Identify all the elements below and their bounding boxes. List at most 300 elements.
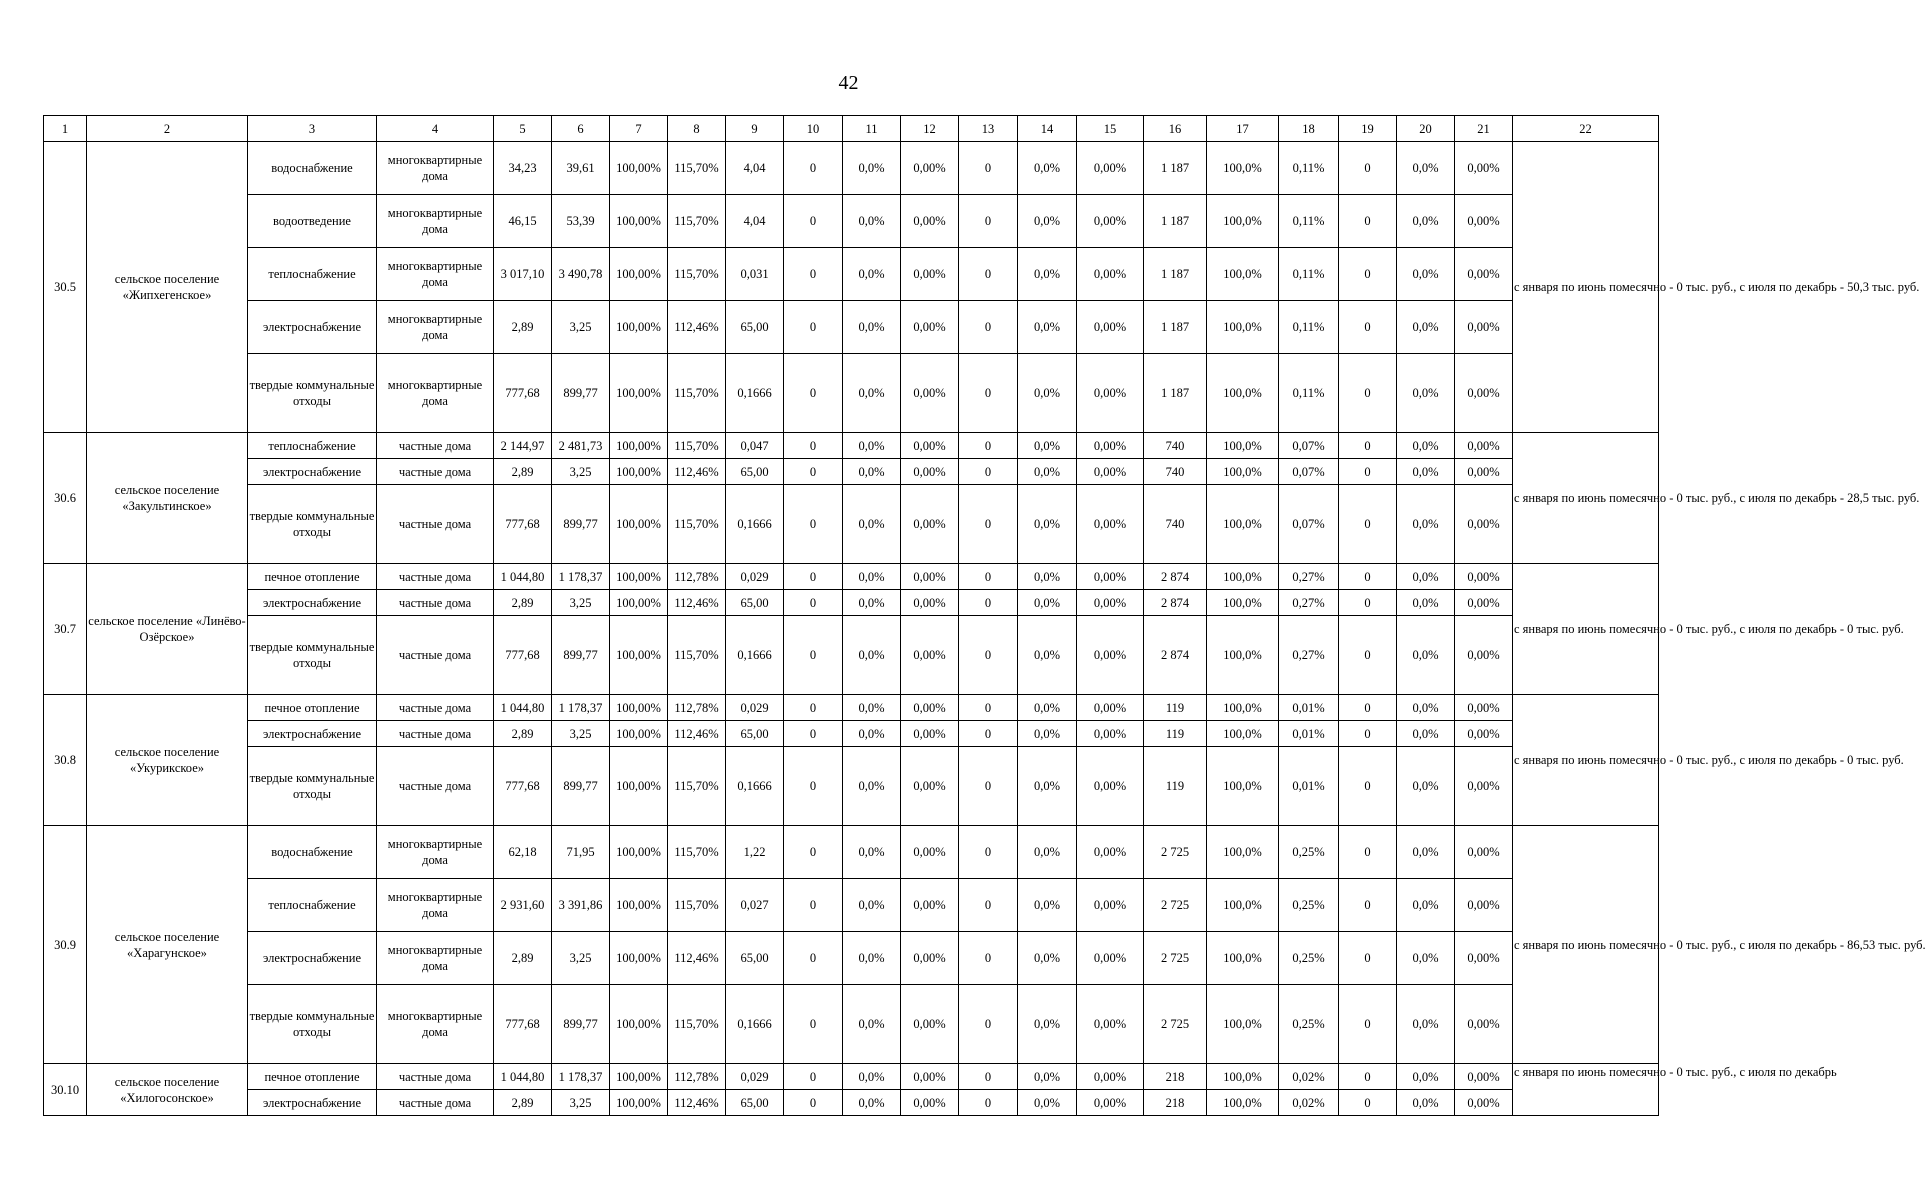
cell-col-6: 71,95: [552, 826, 610, 879]
cell-col-11: 0,0%: [843, 433, 901, 459]
cell-col-13: 0: [959, 826, 1018, 879]
cell-col-5: 777,68: [494, 616, 552, 695]
cell-col-10: 0: [784, 826, 843, 879]
cell-col-7: 100,00%: [610, 932, 668, 985]
cell-col-15: 0,00%: [1077, 433, 1144, 459]
cell-col-6: 3,25: [552, 590, 610, 616]
cell-col-8: 115,70%: [668, 195, 726, 248]
service-type: водоотведение: [248, 195, 377, 248]
cell-col-12: 0,00%: [901, 695, 959, 721]
cell-col-8: 112,46%: [668, 590, 726, 616]
payment-note: с января по июнь помесячно - 0 тыс. руб., с июля по декабрь - 0 тыс. руб.: [1513, 695, 1659, 826]
cell-col-14: 0,0%: [1018, 721, 1077, 747]
cell-col-10: 0: [784, 564, 843, 590]
cell-col-10: 0: [784, 1090, 843, 1116]
table-row: [44, 826, 1659, 879]
cell-col-18: 0,01%: [1279, 747, 1339, 826]
cell-col-9: 0,029: [726, 564, 784, 590]
cell-col-19: 0: [1339, 590, 1397, 616]
cell-col-19: 0: [1339, 301, 1397, 354]
cell-col-18: 0,11%: [1279, 195, 1339, 248]
cell-col-11: 0,0%: [843, 354, 901, 433]
cell-col-17: 100,0%: [1207, 826, 1279, 879]
cell-col-8: 112,46%: [668, 459, 726, 485]
cell-col-20: 0,0%: [1397, 1064, 1455, 1090]
table-row: [44, 485, 1659, 564]
cell-col-17: 100,0%: [1207, 721, 1279, 747]
cell-col-8: 115,70%: [668, 616, 726, 695]
cell-col-21: 0,00%: [1455, 1090, 1513, 1116]
cell-col-10: 0: [784, 142, 843, 195]
table-row: [44, 879, 1659, 932]
cell-col-5: 2,89: [494, 932, 552, 985]
cell-col-6: 1 178,37: [552, 1064, 610, 1090]
cell-col-10: 0: [784, 721, 843, 747]
cell-col-21: 0,00%: [1455, 932, 1513, 985]
column-header-11: 11: [843, 116, 901, 142]
cell-col-16: 2 874: [1144, 564, 1207, 590]
table-row: [44, 354, 1659, 433]
cell-col-9: 0,047: [726, 433, 784, 459]
column-header-6: 6: [552, 116, 610, 142]
column-header-16: 16: [1144, 116, 1207, 142]
table-row: [44, 459, 1659, 485]
cell-col-8: 112,46%: [668, 932, 726, 985]
service-type: электроснабжение: [248, 721, 377, 747]
cell-col-5: 777,68: [494, 985, 552, 1064]
cell-col-14: 0,0%: [1018, 747, 1077, 826]
cell-col-16: 1 187: [1144, 142, 1207, 195]
cell-col-13: 0: [959, 485, 1018, 564]
payment-note: с января по июнь помесячно - 0 тыс. руб., с июля по декабрь - 50,3 тыс. руб.: [1513, 142, 1659, 433]
cell-col-7: 100,00%: [610, 195, 668, 248]
cell-col-6: 3,25: [552, 1090, 610, 1116]
cell-col-21: 0,00%: [1455, 616, 1513, 695]
cell-col-15: 0,00%: [1077, 1090, 1144, 1116]
cell-col-6: 3 490,78: [552, 248, 610, 301]
cell-col-20: 0,0%: [1397, 142, 1455, 195]
cell-col-18: 0,25%: [1279, 985, 1339, 1064]
cell-col-5: 2,89: [494, 1090, 552, 1116]
cell-col-7: 100,00%: [610, 721, 668, 747]
cell-col-16: 740: [1144, 485, 1207, 564]
cell-col-20: 0,0%: [1397, 616, 1455, 695]
cell-col-12: 0,00%: [901, 879, 959, 932]
cell-col-13: 0: [959, 433, 1018, 459]
housing-type: частные дома: [377, 721, 494, 747]
settlement-name: сельское поселение «Закультинское»: [87, 433, 248, 564]
cell-col-5: 2 144,97: [494, 433, 552, 459]
cell-col-9: 65,00: [726, 932, 784, 985]
cell-col-10: 0: [784, 879, 843, 932]
table-row: [44, 932, 1659, 985]
cell-col-17: 100,0%: [1207, 590, 1279, 616]
cell-col-9: 0,029: [726, 695, 784, 721]
service-type: твердые коммунальные отходы: [248, 485, 377, 564]
cell-col-21: 0,00%: [1455, 747, 1513, 826]
cell-col-18: 0,02%: [1279, 1064, 1339, 1090]
cell-col-20: 0,0%: [1397, 1090, 1455, 1116]
row-number: 30.10: [44, 1064, 87, 1116]
cell-col-5: 777,68: [494, 485, 552, 564]
cell-col-9: 0,1666: [726, 485, 784, 564]
cell-col-16: 119: [1144, 695, 1207, 721]
cell-col-19: 0: [1339, 747, 1397, 826]
cell-col-7: 100,00%: [610, 616, 668, 695]
cell-col-6: 899,77: [552, 354, 610, 433]
cell-col-15: 0,00%: [1077, 301, 1144, 354]
cell-col-17: 100,0%: [1207, 433, 1279, 459]
cell-col-9: 65,00: [726, 459, 784, 485]
cell-col-10: 0: [784, 932, 843, 985]
cell-col-8: 115,70%: [668, 985, 726, 1064]
service-type: электроснабжение: [248, 932, 377, 985]
row-number: 30.6: [44, 433, 87, 564]
row-number: 30.5: [44, 142, 87, 433]
service-type: печное отопление: [248, 695, 377, 721]
payment-note: с января по июнь помесячно - 0 тыс. руб., с июля по декабрь - 28,5 тыс. руб.: [1513, 433, 1659, 564]
cell-col-19: 0: [1339, 459, 1397, 485]
cell-col-20: 0,0%: [1397, 985, 1455, 1064]
cell-col-8: 112,46%: [668, 301, 726, 354]
cell-col-16: 2 725: [1144, 932, 1207, 985]
cell-col-12: 0,00%: [901, 301, 959, 354]
cell-col-18: 0,11%: [1279, 301, 1339, 354]
cell-col-7: 100,00%: [610, 564, 668, 590]
cell-col-15: 0,00%: [1077, 590, 1144, 616]
cell-col-20: 0,0%: [1397, 590, 1455, 616]
cell-col-7: 100,00%: [610, 248, 668, 301]
cell-col-12: 0,00%: [901, 142, 959, 195]
table-row: [44, 433, 1659, 459]
cell-col-18: 0,27%: [1279, 616, 1339, 695]
cell-col-15: 0,00%: [1077, 616, 1144, 695]
cell-col-8: 115,70%: [668, 485, 726, 564]
housing-type: частные дома: [377, 590, 494, 616]
cell-col-20: 0,0%: [1397, 301, 1455, 354]
cell-col-21: 0,00%: [1455, 826, 1513, 879]
column-header-13: 13: [959, 116, 1018, 142]
cell-col-13: 0: [959, 695, 1018, 721]
cell-col-21: 0,00%: [1455, 695, 1513, 721]
cell-col-17: 100,0%: [1207, 985, 1279, 1064]
row-number: 30.7: [44, 564, 87, 695]
column-header-5: 5: [494, 116, 552, 142]
cell-col-14: 0,0%: [1018, 879, 1077, 932]
cell-col-16: 119: [1144, 747, 1207, 826]
housing-type: многоквартирные дома: [377, 985, 494, 1064]
cell-col-13: 0: [959, 932, 1018, 985]
column-header-4: 4: [377, 116, 494, 142]
cell-col-21: 0,00%: [1455, 590, 1513, 616]
cell-col-17: 100,0%: [1207, 1090, 1279, 1116]
column-header-9: 9: [726, 116, 784, 142]
column-header-17: 17: [1207, 116, 1279, 142]
settlement-name: сельское поселение «Линёво-Озёрское»: [87, 564, 248, 695]
cell-col-11: 0,0%: [843, 616, 901, 695]
cell-col-10: 0: [784, 301, 843, 354]
housing-type: частные дома: [377, 564, 494, 590]
cell-col-16: 2 725: [1144, 826, 1207, 879]
cell-col-9: 65,00: [726, 590, 784, 616]
cell-col-15: 0,00%: [1077, 695, 1144, 721]
cell-col-16: 1 187: [1144, 354, 1207, 433]
table-row: [44, 301, 1659, 354]
housing-type: частные дома: [377, 459, 494, 485]
cell-col-13: 0: [959, 195, 1018, 248]
cell-col-9: 65,00: [726, 721, 784, 747]
cell-col-12: 0,00%: [901, 1090, 959, 1116]
cell-col-9: 65,00: [726, 1090, 784, 1116]
service-type: электроснабжение: [248, 459, 377, 485]
cell-col-16: 218: [1144, 1090, 1207, 1116]
cell-col-13: 0: [959, 747, 1018, 826]
cell-col-18: 0,25%: [1279, 932, 1339, 985]
cell-col-11: 0,0%: [843, 248, 901, 301]
cell-col-18: 0,02%: [1279, 1090, 1339, 1116]
cell-col-8: 115,70%: [668, 248, 726, 301]
cell-col-17: 100,0%: [1207, 879, 1279, 932]
cell-col-12: 0,00%: [901, 721, 959, 747]
cell-col-17: 100,0%: [1207, 459, 1279, 485]
cell-col-5: 2,89: [494, 301, 552, 354]
service-type: электроснабжение: [248, 590, 377, 616]
cell-col-11: 0,0%: [843, 747, 901, 826]
cell-col-11: 0,0%: [843, 564, 901, 590]
service-type: теплоснабжение: [248, 248, 377, 301]
cell-col-5: 2,89: [494, 459, 552, 485]
cell-col-20: 0,0%: [1397, 433, 1455, 459]
service-type: водоснабжение: [248, 142, 377, 195]
cell-col-15: 0,00%: [1077, 721, 1144, 747]
cell-col-9: 0,1666: [726, 985, 784, 1064]
housing-type: многоквартирные дома: [377, 301, 494, 354]
cell-col-8: 112,78%: [668, 564, 726, 590]
cell-col-17: 100,0%: [1207, 616, 1279, 695]
cell-col-14: 0,0%: [1018, 195, 1077, 248]
cell-col-12: 0,00%: [901, 985, 959, 1064]
housing-type: частные дома: [377, 1064, 494, 1090]
cell-col-8: 112,46%: [668, 1090, 726, 1116]
cell-col-5: 2,89: [494, 590, 552, 616]
cell-col-20: 0,0%: [1397, 485, 1455, 564]
cell-col-21: 0,00%: [1455, 354, 1513, 433]
cell-col-7: 100,00%: [610, 879, 668, 932]
cell-col-5: 62,18: [494, 826, 552, 879]
cell-col-9: 0,1666: [726, 616, 784, 695]
service-type: электроснабжение: [248, 1090, 377, 1116]
cell-col-18: 0,25%: [1279, 879, 1339, 932]
cell-col-9: 0,1666: [726, 354, 784, 433]
cell-col-6: 39,61: [552, 142, 610, 195]
cell-col-6: 3,25: [552, 721, 610, 747]
cell-col-6: 3,25: [552, 932, 610, 985]
cell-col-11: 0,0%: [843, 590, 901, 616]
cell-col-14: 0,0%: [1018, 616, 1077, 695]
cell-col-12: 0,00%: [901, 747, 959, 826]
cell-col-16: 2 874: [1144, 616, 1207, 695]
cell-col-20: 0,0%: [1397, 354, 1455, 433]
cell-col-11: 0,0%: [843, 1090, 901, 1116]
cell-col-6: 3,25: [552, 459, 610, 485]
cell-col-13: 0: [959, 459, 1018, 485]
cell-col-8: 112,46%: [668, 721, 726, 747]
cell-col-12: 0,00%: [901, 1064, 959, 1090]
cell-col-11: 0,0%: [843, 142, 901, 195]
cell-col-18: 0,07%: [1279, 433, 1339, 459]
cell-col-12: 0,00%: [901, 616, 959, 695]
cell-col-14: 0,0%: [1018, 932, 1077, 985]
cell-col-11: 0,0%: [843, 459, 901, 485]
cell-col-19: 0: [1339, 616, 1397, 695]
cell-col-17: 100,0%: [1207, 1064, 1279, 1090]
cell-col-7: 100,00%: [610, 590, 668, 616]
column-header-14: 14: [1018, 116, 1077, 142]
service-type: теплоснабжение: [248, 433, 377, 459]
housing-type: многоквартирные дома: [377, 195, 494, 248]
cell-col-11: 0,0%: [843, 195, 901, 248]
cell-col-12: 0,00%: [901, 354, 959, 433]
cell-col-5: 34,23: [494, 142, 552, 195]
cell-col-15: 0,00%: [1077, 826, 1144, 879]
service-type: водоснабжение: [248, 826, 377, 879]
table-row: [44, 695, 1659, 721]
settlement-name: сельское поселение «Хилогосонское»: [87, 1064, 248, 1116]
cell-col-17: 100,0%: [1207, 195, 1279, 248]
cell-col-14: 0,0%: [1018, 248, 1077, 301]
cell-col-18: 0,27%: [1279, 564, 1339, 590]
cell-col-13: 0: [959, 564, 1018, 590]
cell-col-15: 0,00%: [1077, 932, 1144, 985]
cell-col-20: 0,0%: [1397, 695, 1455, 721]
cell-col-7: 100,00%: [610, 826, 668, 879]
table-row: [44, 590, 1659, 616]
housing-type: многоквартирные дома: [377, 826, 494, 879]
cell-col-9: 0,1666: [726, 747, 784, 826]
cell-col-10: 0: [784, 485, 843, 564]
cell-col-15: 0,00%: [1077, 142, 1144, 195]
housing-type: частные дома: [377, 747, 494, 826]
cell-col-5: 777,68: [494, 747, 552, 826]
cell-col-14: 0,0%: [1018, 485, 1077, 564]
cell-col-8: 115,70%: [668, 354, 726, 433]
cell-col-19: 0: [1339, 195, 1397, 248]
table-body: [44, 116, 1926, 1116]
column-header-3: 3: [248, 116, 377, 142]
cell-col-14: 0,0%: [1018, 433, 1077, 459]
cell-col-10: 0: [784, 590, 843, 616]
cell-col-18: 0,11%: [1279, 248, 1339, 301]
cell-col-9: 65,00: [726, 301, 784, 354]
cell-col-5: 1 044,80: [494, 695, 552, 721]
cell-col-11: 0,0%: [843, 826, 901, 879]
cell-col-20: 0,0%: [1397, 932, 1455, 985]
header-row: [44, 116, 1659, 142]
cell-col-21: 0,00%: [1455, 459, 1513, 485]
cell-col-8: 115,70%: [668, 142, 726, 195]
housing-type: многоквартирные дома: [377, 354, 494, 433]
cell-col-7: 100,00%: [610, 985, 668, 1064]
cell-col-10: 0: [784, 195, 843, 248]
cell-col-16: 740: [1144, 433, 1207, 459]
row-number: 30.8: [44, 695, 87, 826]
cell-col-19: 0: [1339, 1090, 1397, 1116]
cell-col-17: 100,0%: [1207, 248, 1279, 301]
cell-col-16: 2 874: [1144, 590, 1207, 616]
housing-type: частные дома: [377, 616, 494, 695]
cell-col-14: 0,0%: [1018, 826, 1077, 879]
cell-col-11: 0,0%: [843, 985, 901, 1064]
table-row: [44, 985, 1659, 1064]
cell-col-20: 0,0%: [1397, 564, 1455, 590]
cell-col-16: 218: [1144, 1064, 1207, 1090]
cell-col-15: 0,00%: [1077, 459, 1144, 485]
cell-col-14: 0,0%: [1018, 564, 1077, 590]
cell-col-11: 0,0%: [843, 1064, 901, 1090]
cell-col-16: 2 725: [1144, 879, 1207, 932]
cell-col-18: 0,01%: [1279, 695, 1339, 721]
payment-note: с января по июнь помесячно - 0 тыс. руб., с июля по декабрь: [1513, 1064, 1659, 1116]
cell-col-13: 0: [959, 616, 1018, 695]
cell-col-6: 899,77: [552, 747, 610, 826]
cell-col-8: 115,70%: [668, 826, 726, 879]
column-header-21: 21: [1455, 116, 1513, 142]
cell-col-10: 0: [784, 695, 843, 721]
cell-col-6: 3,25: [552, 301, 610, 354]
cell-col-9: 4,04: [726, 195, 784, 248]
cell-col-17: 100,0%: [1207, 301, 1279, 354]
cell-col-6: 899,77: [552, 985, 610, 1064]
cell-col-15: 0,00%: [1077, 564, 1144, 590]
cell-col-19: 0: [1339, 721, 1397, 747]
cell-col-21: 0,00%: [1455, 142, 1513, 195]
cell-col-13: 0: [959, 1064, 1018, 1090]
cell-col-13: 0: [959, 1090, 1018, 1116]
service-type: твердые коммунальные отходы: [248, 985, 377, 1064]
table-row: [44, 248, 1659, 301]
cell-col-7: 100,00%: [610, 747, 668, 826]
cell-col-19: 0: [1339, 142, 1397, 195]
cell-col-17: 100,0%: [1207, 747, 1279, 826]
column-header-19: 19: [1339, 116, 1397, 142]
cell-col-7: 100,00%: [610, 1064, 668, 1090]
cell-col-19: 0: [1339, 1064, 1397, 1090]
column-header-8: 8: [668, 116, 726, 142]
cell-col-17: 100,0%: [1207, 695, 1279, 721]
cell-col-15: 0,00%: [1077, 195, 1144, 248]
cell-col-12: 0,00%: [901, 932, 959, 985]
cell-col-9: 0,031: [726, 248, 784, 301]
column-header-7: 7: [610, 116, 668, 142]
cell-col-14: 0,0%: [1018, 985, 1077, 1064]
column-header-18: 18: [1279, 116, 1339, 142]
cell-col-7: 100,00%: [610, 695, 668, 721]
cell-col-13: 0: [959, 590, 1018, 616]
cell-col-21: 0,00%: [1455, 301, 1513, 354]
cell-col-18: 0,11%: [1279, 142, 1339, 195]
page-number: 42: [838, 72, 859, 94]
cell-col-10: 0: [784, 985, 843, 1064]
cell-col-12: 0,00%: [901, 195, 959, 248]
cell-col-10: 0: [784, 616, 843, 695]
cell-col-5: 777,68: [494, 354, 552, 433]
cell-col-13: 0: [959, 985, 1018, 1064]
cell-col-21: 0,00%: [1455, 721, 1513, 747]
housing-type: частные дома: [377, 1090, 494, 1116]
cell-col-20: 0,0%: [1397, 747, 1455, 826]
cell-col-14: 0,0%: [1018, 695, 1077, 721]
cell-col-14: 0,0%: [1018, 142, 1077, 195]
